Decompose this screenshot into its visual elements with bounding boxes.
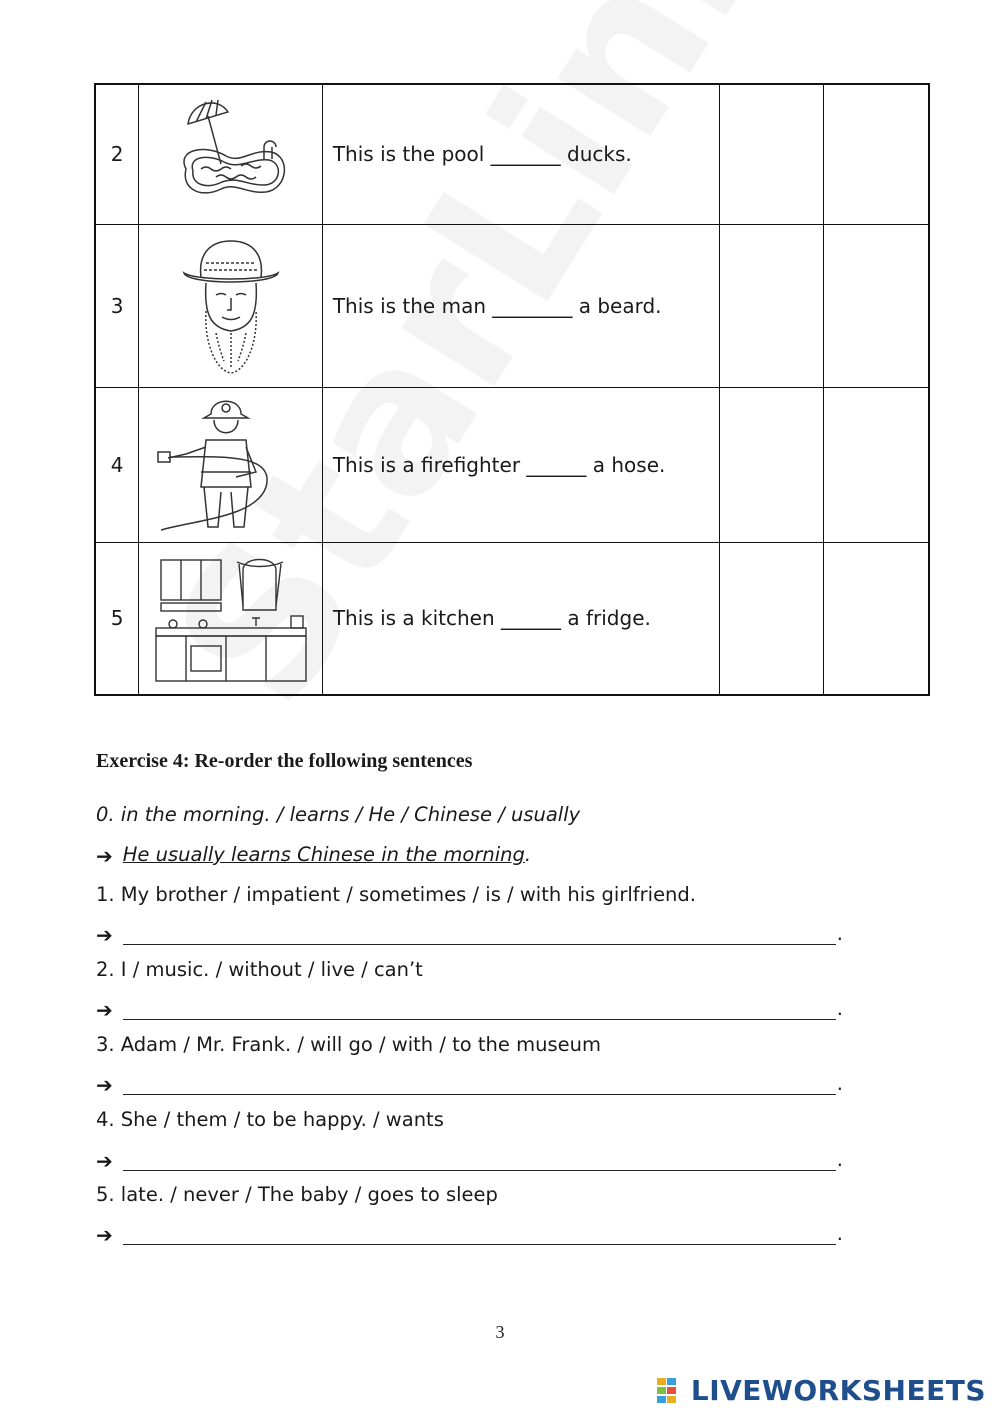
swimming-pool-image xyxy=(139,84,323,224)
arrow-icon: ➔ xyxy=(96,1223,113,1247)
arrow-icon: ➔ xyxy=(96,923,113,947)
liveworksheets-grid-icon xyxy=(657,1378,687,1404)
item-5-answer-line xyxy=(96,1222,843,1245)
item-1-answer-line xyxy=(96,922,843,945)
line-end: . xyxy=(836,1222,843,1245)
item-5-prompt: 5. late. / never / The baby / goes to sleep xyxy=(96,1183,498,1206)
page-number: 3 xyxy=(495,1322,505,1342)
sentence-text: This is the man ________ a beard. xyxy=(322,224,719,387)
exercise-table xyxy=(94,83,930,696)
row-number: 4 xyxy=(95,387,139,542)
item-3-answer-line xyxy=(96,1072,843,1095)
line-end: . xyxy=(836,997,843,1020)
exercise-title: Exercise 4: Re-order the following sentences xyxy=(96,750,473,772)
firefighter-image xyxy=(139,387,323,542)
sentence-text: This is a kitchen ______ a fridge. xyxy=(322,542,719,695)
table-row xyxy=(95,542,929,695)
answer-cell[interactable] xyxy=(719,84,824,224)
row-number: 3 xyxy=(95,224,139,387)
arrow-icon: ➔ xyxy=(96,1073,113,1097)
answer-blank[interactable] xyxy=(123,1076,836,1095)
arrow-icon: ➔ xyxy=(96,844,113,868)
sentence-text: This is the pool _______ ducks. xyxy=(322,84,719,224)
arrow-icon: ➔ xyxy=(96,1149,113,1173)
example-prompt: 0. in the morning. / learns / He / Chinese / usually xyxy=(96,803,581,826)
answer-cell[interactable] xyxy=(719,542,824,695)
sentence-text: This is a firefighter ______ a hose. xyxy=(322,387,719,542)
example-answer: He usually learns Chinese in the morning xyxy=(122,843,525,866)
item-3-prompt: 3. Adam / Mr. Frank. / will go / with / to the museum xyxy=(96,1033,601,1056)
answer-blank[interactable] xyxy=(123,926,836,945)
item-4-answer-line xyxy=(96,1148,843,1171)
answer-blank[interactable] xyxy=(123,1226,836,1245)
answer-cell[interactable] xyxy=(719,224,824,387)
answer-cell[interactable] xyxy=(824,224,929,387)
example-answer-line xyxy=(96,843,531,866)
table-row xyxy=(95,84,929,224)
table-row xyxy=(95,224,929,387)
liveworksheets-logo[interactable] xyxy=(657,1374,986,1407)
answer-cell[interactable] xyxy=(719,387,824,542)
line-end: . xyxy=(836,922,843,945)
brand-name: LIVEWORKSHEETS xyxy=(690,1374,986,1407)
answer-cell[interactable] xyxy=(824,387,929,542)
kitchen-image xyxy=(139,542,323,695)
item-4-prompt: 4. She / them / to be happy. / wants xyxy=(96,1108,444,1131)
item-1-prompt: 1. My brother / impatient / sometimes / is / with his girlfriend. xyxy=(96,883,696,906)
arrow-icon: ➔ xyxy=(96,998,113,1022)
line-end: . xyxy=(836,1072,843,1095)
answer-blank[interactable] xyxy=(123,1152,836,1171)
table-row xyxy=(95,387,929,542)
item-2-answer-line xyxy=(96,997,843,1020)
example-answer-end: . xyxy=(524,843,532,866)
row-number: 2 xyxy=(95,84,139,224)
line-end: . xyxy=(836,1148,843,1171)
row-number: 5 xyxy=(95,542,139,695)
answer-blank[interactable] xyxy=(123,1001,836,1020)
item-2-prompt: 2. I / music. / without / live / can’t xyxy=(96,958,423,981)
answer-cell[interactable] xyxy=(824,84,929,224)
answer-cell[interactable] xyxy=(824,542,929,695)
bearded-man-image xyxy=(139,224,323,387)
